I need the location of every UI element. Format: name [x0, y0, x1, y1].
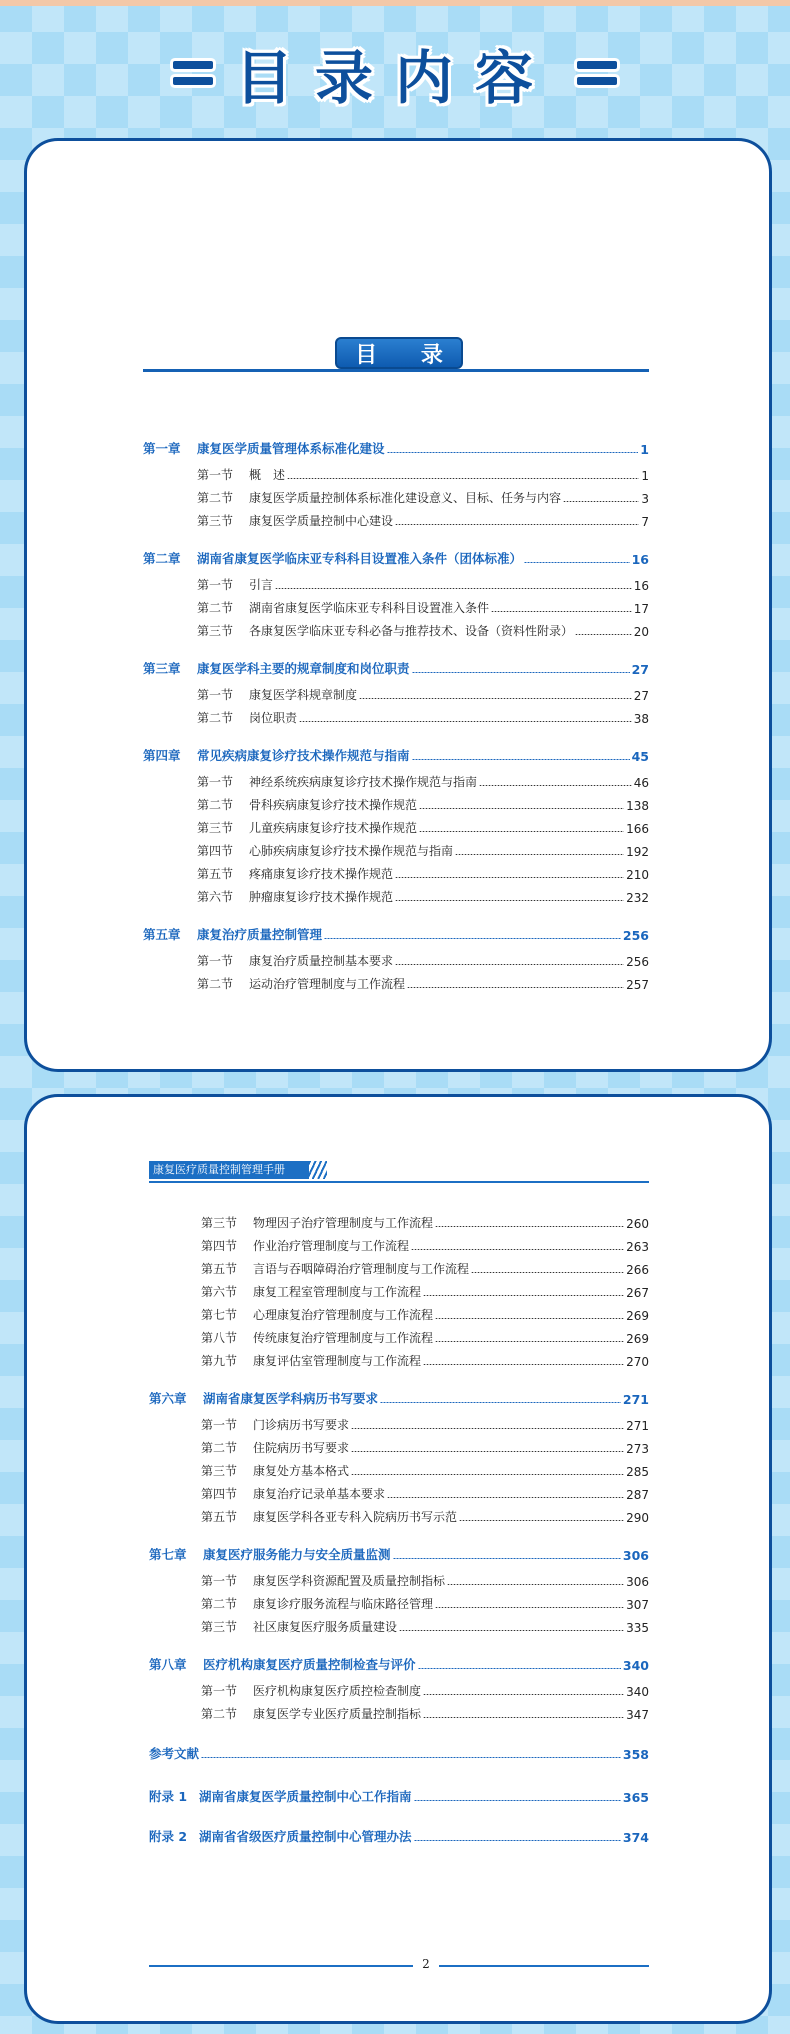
section-entry[interactable] [201, 1303, 649, 1323]
footer-rule-left [149, 1965, 413, 1967]
section-entry[interactable] [201, 1234, 649, 1254]
chapter-number: 第三章 [143, 661, 181, 676]
page-number: 269 [626, 1332, 649, 1346]
section-entry[interactable] [197, 839, 649, 859]
page-number: 374 [622, 1830, 649, 1845]
page-number: 260 [626, 1217, 649, 1231]
section-entry[interactable] [201, 1615, 649, 1635]
banner [0, 28, 790, 118]
section-entry[interactable] [197, 573, 649, 593]
page-number: 290 [626, 1511, 649, 1525]
section-entry[interactable] [197, 619, 649, 639]
page-number: 358 [622, 1747, 649, 1762]
page-number: 287 [626, 1488, 649, 1502]
section-number: 第一节 [201, 1684, 238, 1698]
section-number: 第二节 [201, 1707, 238, 1721]
section-number: 第五节 [201, 1262, 238, 1276]
chapter-number: 第二章 [143, 551, 181, 566]
page-number: 256 [622, 928, 649, 943]
chapter-entry[interactable] [149, 1543, 649, 1563]
section-number: 第一节 [197, 775, 234, 789]
section-title: 引言 [249, 578, 274, 592]
chapter-entry[interactable] [143, 923, 649, 943]
appendix-number: 附录 2 [149, 1829, 188, 1844]
chapter-title: 湖南省康复医学临床亚专科科目设置准入条件（团体标准） [197, 551, 523, 566]
page-number: 1 [640, 442, 649, 457]
folio-page-number: 2 [422, 1957, 430, 1971]
section-entry[interactable] [201, 1459, 649, 1479]
page-number: 335 [626, 1621, 649, 1635]
section-number: 第二节 [201, 1441, 238, 1455]
section-title: 传统康复治疗管理制度与工作流程 [253, 1331, 434, 1345]
section-entry[interactable] [201, 1482, 649, 1502]
section-entry[interactable] [201, 1349, 649, 1369]
page-number: 266 [626, 1263, 649, 1277]
section-entry[interactable] [201, 1211, 649, 1231]
chapter-title: 医疗机构康复医疗质量控制检查与评价 [203, 1657, 416, 1672]
section-number: 第九节 [201, 1354, 238, 1368]
heading-rule [143, 369, 649, 372]
section-entry[interactable] [201, 1257, 649, 1277]
section-title: 康复处方基本格式 [253, 1464, 350, 1478]
section-number: 第五节 [197, 867, 234, 881]
appendix-entry[interactable] [149, 1825, 649, 1845]
section-title: 康复治疗记录单基本要求 [253, 1487, 386, 1501]
section-title: 社区康复医疗服务质量建设 [253, 1620, 398, 1634]
section-number: 第三节 [201, 1620, 238, 1634]
toc-page-2 [24, 1094, 772, 2024]
section-title: 医疗机构康复医疗质控检查制度 [253, 1684, 422, 1698]
section-title: 心理康复治疗管理制度与工作流程 [253, 1308, 434, 1322]
page-number: 273 [626, 1442, 649, 1456]
section-entry[interactable] [201, 1569, 649, 1589]
section-title: 各康复医学临床亚专科必备与推荐技术、设备（资料性附录） [249, 624, 574, 638]
chapter-number: 第四章 [143, 748, 181, 763]
references-entry[interactable] [149, 1742, 649, 1762]
page-number: 45 [631, 749, 649, 764]
section-title: 康复医学科资源配置及质量控制指标 [253, 1574, 446, 1588]
section-number: 第三节 [197, 821, 234, 835]
running-head-rule [149, 1181, 649, 1183]
section-number: 第六节 [201, 1285, 238, 1299]
chapter-entry[interactable] [143, 547, 649, 567]
section-number: 第五节 [201, 1510, 238, 1524]
page-number: 347 [626, 1708, 649, 1722]
section-entry[interactable] [201, 1679, 649, 1699]
running-head [149, 1161, 309, 1179]
section-number: 第三节 [197, 514, 234, 528]
page-number: 17 [633, 602, 649, 616]
section-title: 肿瘤康复诊疗技术操作规范 [249, 890, 394, 904]
banner-right-decoration [577, 61, 617, 85]
section-entry[interactable] [197, 706, 649, 726]
page-number: 340 [626, 1685, 649, 1699]
section-title: 康复工程室管理制度与工作流程 [253, 1285, 422, 1299]
page-number: 27 [633, 689, 649, 703]
section-number: 第一节 [197, 578, 234, 592]
section-number: 第一节 [197, 468, 234, 482]
page-number: 257 [626, 978, 649, 992]
section-number: 第六节 [197, 890, 234, 904]
page-number: 3 [641, 492, 649, 506]
section-number: 第二节 [197, 491, 234, 505]
section-title: 岗位职责 [249, 711, 298, 725]
page-number: 267 [626, 1286, 649, 1300]
section-title: 心肺疾病康复诊疗技术操作规范与指南 [249, 844, 454, 858]
page-number: 232 [626, 891, 649, 905]
page-number: 256 [626, 955, 649, 969]
appendix-number: 附录 1 [149, 1789, 188, 1804]
section-entry[interactable] [197, 949, 649, 969]
page-number: 16 [631, 552, 649, 567]
section-title: 物理因子治疗管理制度与工作流程 [253, 1216, 434, 1230]
references-title: 参考文献 [149, 1746, 200, 1761]
page-number: 38 [633, 712, 649, 726]
section-title: 门诊病历书写要求 [253, 1418, 350, 1432]
section-number: 第一节 [197, 954, 234, 968]
page-number: 46 [633, 776, 649, 790]
section-entry[interactable] [197, 770, 649, 790]
chapter-number: 第七章 [149, 1547, 187, 1562]
appendix-title: 湖南省康复医学质量控制中心工作指南 [199, 1789, 412, 1804]
section-entry[interactable] [201, 1436, 649, 1456]
page-number: 306 [622, 1548, 649, 1563]
page-number: 138 [626, 799, 649, 813]
section-entry[interactable] [201, 1326, 649, 1346]
section-title: 骨科疾病康复诊疗技术操作规范 [249, 798, 418, 812]
section-title: 儿童疾病康复诊疗技术操作规范 [249, 821, 418, 835]
page-number: 307 [626, 1598, 649, 1612]
page-number: 271 [622, 1392, 649, 1407]
chapter-number: 第一章 [143, 441, 181, 456]
section-number: 第二节 [197, 977, 234, 991]
section-title: 言语与吞咽障碍治疗管理制度与工作流程 [253, 1262, 470, 1276]
section-title: 康复医学科规章制度 [249, 688, 358, 702]
banner-left-decoration [173, 61, 213, 85]
section-number: 第四节 [197, 844, 234, 858]
section-number: 第八节 [201, 1331, 238, 1345]
section-title: 康复医学专业医疗质量控制指标 [253, 1707, 422, 1721]
section-number: 第二节 [197, 798, 234, 812]
chapter-entry[interactable] [143, 657, 649, 677]
toc-page-1 [24, 138, 772, 1072]
section-entry[interactable] [197, 793, 649, 813]
section-title: 运动治疗管理制度与工作流程 [249, 977, 406, 991]
section-entry[interactable] [201, 1592, 649, 1612]
section-entry[interactable] [197, 972, 649, 992]
section-entry[interactable] [201, 1702, 649, 1722]
section-title: 康复医学质量控制中心建设 [249, 514, 394, 528]
page-number: 271 [626, 1419, 649, 1433]
section-number: 第四节 [201, 1239, 238, 1253]
section-number: 第三节 [197, 624, 234, 638]
chapter-title: 康复治疗质量控制管理 [197, 927, 323, 942]
appendix-title: 湖南省省级医疗质量控制中心管理办法 [199, 1829, 412, 1844]
chapter-number: 第五章 [143, 927, 181, 942]
section-entry[interactable] [201, 1505, 649, 1525]
page-number: 365 [622, 1790, 649, 1805]
section-title: 康复诊疗服务流程与临床路径管理 [253, 1597, 434, 1611]
chapter-title: 康复医学科主要的规章制度和岗位职责 [197, 661, 410, 676]
chapter-entry[interactable] [149, 1653, 649, 1673]
page-number: 340 [622, 1658, 649, 1673]
running-head-decoration [309, 1161, 327, 1179]
chapter-entry[interactable] [143, 437, 649, 457]
section-number: 第一节 [201, 1574, 238, 1588]
footer-rule-right [439, 1965, 649, 1967]
page-number: 263 [626, 1240, 649, 1254]
section-entry[interactable] [197, 683, 649, 703]
page-number: 210 [626, 868, 649, 882]
page-number: 166 [626, 822, 649, 836]
page-number: 269 [626, 1309, 649, 1323]
page-number: 306 [626, 1575, 649, 1589]
section-number: 第一节 [201, 1418, 238, 1432]
page-number: 270 [626, 1355, 649, 1369]
section-number: 第七节 [201, 1308, 238, 1322]
running-head-text: 康复医疗质量控制管理手册 [153, 1163, 285, 1176]
section-entry[interactable] [197, 885, 649, 905]
section-number: 第二节 [201, 1597, 238, 1611]
section-entry[interactable] [197, 816, 649, 836]
section-title: 康复医学科各亚专科入院病历书写示范 [253, 1510, 458, 1524]
top-strip [0, 0, 790, 6]
toc-heading: 目 录 [335, 337, 463, 369]
chapter-title: 常见疾病康复诊疗技术操作规范与指南 [197, 748, 410, 763]
section-title: 康复医学质量控制体系标准化建设意义、目标、任务与内容 [249, 491, 562, 505]
section-title: 作业治疗管理制度与工作流程 [253, 1239, 410, 1253]
section-number: 第一节 [197, 688, 234, 702]
section-entry[interactable] [197, 509, 649, 529]
section-number: 第二节 [197, 601, 234, 615]
chapter-title: 康复医疗服务能力与安全质量监测 [203, 1547, 391, 1562]
section-number: 第三节 [201, 1464, 238, 1478]
section-title: 疼痛康复诊疗技术操作规范 [249, 867, 394, 881]
page-number: 7 [641, 515, 649, 529]
section-number: 第三节 [201, 1216, 238, 1230]
chapter-number: 第六章 [149, 1391, 187, 1406]
section-entry[interactable] [201, 1280, 649, 1300]
section-number: 第二节 [197, 711, 234, 725]
section-title: 康复治疗质量控制基本要求 [249, 954, 394, 968]
section-number: 第四节 [201, 1487, 238, 1501]
page-number: 20 [633, 625, 649, 639]
section-title: 康复评估室管理制度与工作流程 [253, 1354, 422, 1368]
chapter-title: 湖南省康复医学科病历书写要求 [203, 1391, 379, 1406]
appendix-entry[interactable] [149, 1785, 649, 1805]
section-title: 神经系统疾病康复诊疗技术操作规范与指南 [249, 775, 478, 789]
section-title: 住院病历书写要求 [253, 1441, 350, 1455]
page-number: 285 [626, 1465, 649, 1479]
chapter-entry[interactable] [143, 744, 649, 764]
section-entry[interactable] [197, 596, 649, 616]
page-number: 192 [626, 845, 649, 859]
section-title: 概 述 [249, 468, 286, 482]
section-entry[interactable] [197, 862, 649, 882]
section-title: 湖南省康复医学临床亚专科科目设置准入条件 [249, 601, 490, 615]
page-number: 27 [631, 662, 649, 677]
chapter-entry[interactable] [149, 1387, 649, 1407]
chapter-title: 康复医学质量管理体系标准化建设 [197, 441, 385, 456]
banner-title: 目录内容 [234, 44, 555, 112]
section-entry[interactable] [197, 486, 649, 506]
section-entry[interactable] [197, 463, 649, 483]
page-number: 1 [641, 469, 649, 483]
page-number: 16 [633, 579, 649, 593]
section-entry[interactable] [201, 1413, 649, 1433]
chapter-number: 第八章 [149, 1657, 187, 1672]
